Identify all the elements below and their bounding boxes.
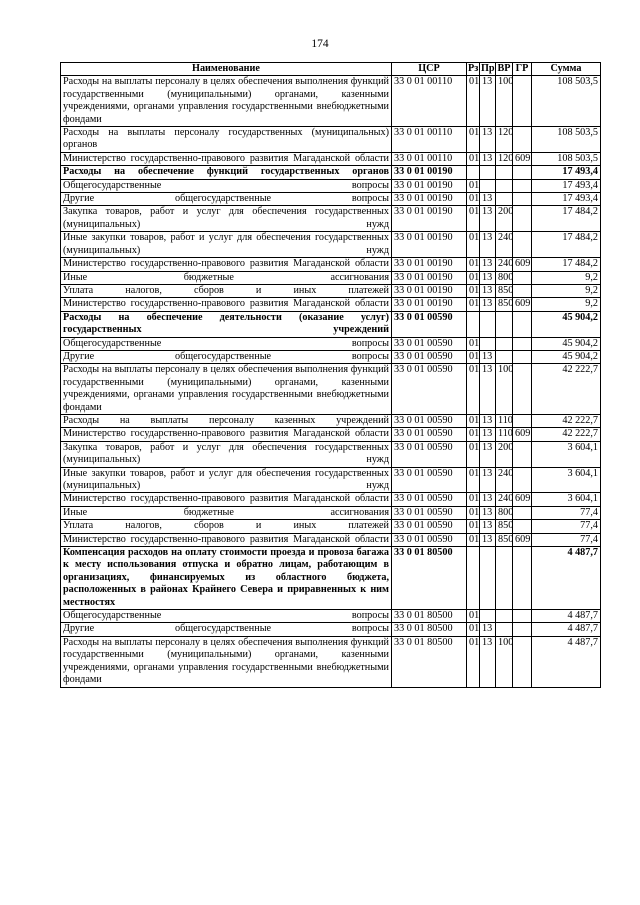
row-name: Общегосударственные вопросы [61, 337, 392, 350]
row-pr [480, 311, 496, 337]
row-name: Общегосударственные вопросы [61, 179, 392, 192]
table-row [61, 610, 601, 623]
table-row [61, 428, 601, 441]
row-sum: 42 222,7 [532, 414, 601, 427]
row-sum: 9,2 [532, 298, 601, 311]
row-gr [513, 547, 532, 610]
table-body [61, 76, 601, 687]
row-csr: 33 0 01 00110 [392, 76, 467, 127]
row-vr [496, 193, 513, 206]
row-rz: 01 [467, 337, 480, 350]
row-sum: 108 503,5 [532, 152, 601, 165]
table-row [61, 232, 601, 258]
table-row [61, 506, 601, 519]
row-rz: 01 [467, 232, 480, 258]
row-gr [513, 76, 532, 127]
table-row [61, 441, 601, 467]
row-gr [513, 623, 532, 636]
table-row [61, 520, 601, 533]
row-sum: 4 487,7 [532, 547, 601, 610]
table-row [61, 166, 601, 179]
row-pr: 13 [480, 350, 496, 363]
row-vr: 200 [496, 206, 513, 232]
row-vr: 120 [496, 152, 513, 165]
row-csr: 33 0 01 00590 [392, 506, 467, 519]
row-pr [480, 166, 496, 179]
row-vr [496, 610, 513, 623]
table-row [61, 284, 601, 297]
row-pr [480, 610, 496, 623]
row-rz: 01 [467, 428, 480, 441]
table-row [61, 179, 601, 192]
row-rz: 01 [467, 350, 480, 363]
table-row [61, 206, 601, 232]
row-gr [513, 350, 532, 363]
row-pr [480, 337, 496, 350]
row-sum: 9,2 [532, 284, 601, 297]
row-pr: 13 [480, 127, 496, 153]
row-csr: 33 0 01 00590 [392, 428, 467, 441]
row-name: Расходы на выплаты персоналу государственных (муниципальных) органов [61, 127, 392, 153]
table-row [61, 414, 601, 427]
row-csr: 33 0 01 00590 [392, 493, 467, 506]
row-pr: 13 [480, 636, 496, 687]
row-gr [513, 441, 532, 467]
row-rz: 01 [467, 467, 480, 493]
row-gr [513, 520, 532, 533]
table-row [61, 76, 601, 127]
row-csr: 33 0 01 00190 [392, 298, 467, 311]
row-csr: 33 0 01 80500 [392, 610, 467, 623]
row-gr [513, 337, 532, 350]
row-csr: 33 0 01 80500 [392, 547, 467, 610]
row-rz: 01 [467, 258, 480, 271]
row-csr: 33 0 01 00190 [392, 258, 467, 271]
row-sum: 17 493,4 [532, 193, 601, 206]
row-pr: 13 [480, 152, 496, 165]
table-row [61, 193, 601, 206]
row-gr: 609 [513, 533, 532, 546]
row-name: Уплата налогов, сборов и иных платежей [61, 520, 392, 533]
row-rz: 01 [467, 364, 480, 415]
row-pr: 13 [480, 467, 496, 493]
row-pr: 13 [480, 533, 496, 546]
row-pr: 13 [480, 520, 496, 533]
row-rz: 01 [467, 493, 480, 506]
row-name: Расходы на выплаты персоналу в целях обеспечения выполнения функций государственными (муниципальными) органами, казенными учреждениями, органами управления государственными внебюджетными фондами [61, 636, 392, 687]
row-rz: 01 [467, 152, 480, 165]
budget-table [60, 62, 601, 688]
row-gr [513, 414, 532, 427]
row-rz: 01 [467, 193, 480, 206]
header-csr: ЦСР [392, 63, 467, 76]
row-gr: 609 [513, 428, 532, 441]
row-csr: 33 0 01 00590 [392, 311, 467, 337]
row-sum: 108 503,5 [532, 76, 601, 127]
row-csr: 33 0 01 80500 [392, 623, 467, 636]
table-row [61, 271, 601, 284]
row-name: Министерство государственно-правового развития Магаданской области [61, 533, 392, 546]
row-rz: 01 [467, 206, 480, 232]
row-sum: 45 904,2 [532, 350, 601, 363]
row-sum: 17 484,2 [532, 258, 601, 271]
row-name: Другие общегосударственные вопросы [61, 623, 392, 636]
row-vr: 100 [496, 76, 513, 127]
table-row [61, 127, 601, 153]
row-name: Расходы на выплаты персоналу в целях обеспечения выполнения функций государственными (муниципальными) органами, казенными учреждениями, органами управления государственными внебюджетными фондами [61, 364, 392, 415]
row-rz: 01 [467, 441, 480, 467]
row-csr: 33 0 01 00190 [392, 166, 467, 179]
row-name: Другие общегосударственные вопросы [61, 193, 392, 206]
row-csr: 33 0 01 00190 [392, 206, 467, 232]
row-pr: 13 [480, 271, 496, 284]
row-rz: 01 [467, 610, 480, 623]
row-vr [496, 547, 513, 610]
row-name: Министерство государственно-правового развития Магаданской области [61, 428, 392, 441]
row-gr [513, 506, 532, 519]
row-gr [513, 127, 532, 153]
row-pr: 13 [480, 232, 496, 258]
row-gr: 609 [513, 493, 532, 506]
table-row [61, 311, 601, 337]
row-vr [496, 350, 513, 363]
row-name: Министерство государственно-правового развития Магаданской области [61, 152, 392, 165]
row-vr: 240 [496, 258, 513, 271]
row-name: Закупка товаров, работ и услуг для обеспечения государственных (муниципальных) нужд [61, 206, 392, 232]
row-sum: 42 222,7 [532, 428, 601, 441]
row-rz: 01 [467, 506, 480, 519]
table-row [61, 152, 601, 165]
row-vr: 240 [496, 232, 513, 258]
row-rz: 01 [467, 520, 480, 533]
row-csr: 33 0 01 00590 [392, 441, 467, 467]
row-csr: 33 0 01 00190 [392, 232, 467, 258]
row-csr: 33 0 01 00110 [392, 127, 467, 153]
row-gr [513, 610, 532, 623]
row-name: Иные закупки товаров, работ и услуг для обеспечения государственных (муниципальных) нужд [61, 232, 392, 258]
row-vr: 110 [496, 414, 513, 427]
row-sum: 42 222,7 [532, 364, 601, 415]
row-rz: 01 [467, 533, 480, 546]
table-row [61, 623, 601, 636]
row-rz: 01 [467, 271, 480, 284]
row-gr [513, 206, 532, 232]
table-row [61, 258, 601, 271]
row-pr: 13 [480, 206, 496, 232]
row-vr [496, 623, 513, 636]
row-pr: 13 [480, 623, 496, 636]
header-rz: Рз [468, 63, 479, 74]
row-sum: 45 904,2 [532, 311, 601, 337]
row-vr [496, 311, 513, 337]
row-vr: 850 [496, 284, 513, 297]
row-vr: 240 [496, 467, 513, 493]
row-csr: 33 0 01 00590 [392, 364, 467, 415]
row-rz: 01 [467, 298, 480, 311]
row-csr: 33 0 01 00590 [392, 533, 467, 546]
row-rz [467, 166, 480, 179]
row-sum: 77,4 [532, 506, 601, 519]
row-vr: 100 [496, 636, 513, 687]
table-row [61, 493, 601, 506]
table-row [61, 467, 601, 493]
row-gr [513, 636, 532, 687]
table-row [61, 364, 601, 415]
row-pr: 13 [480, 441, 496, 467]
row-csr: 33 0 01 80500 [392, 636, 467, 687]
row-gr [513, 284, 532, 297]
row-sum: 17 493,4 [532, 179, 601, 192]
row-sum: 17 484,2 [532, 206, 601, 232]
row-sum: 77,4 [532, 520, 601, 533]
row-name: Другие общегосударственные вопросы [61, 350, 392, 363]
row-sum: 9,2 [532, 271, 601, 284]
row-rz: 01 [467, 623, 480, 636]
row-sum: 77,4 [532, 533, 601, 546]
row-pr: 13 [480, 76, 496, 127]
row-gr [513, 467, 532, 493]
row-name: Иные бюджетные ассигнования [61, 271, 392, 284]
row-name: Закупка товаров, работ и услуг для обеспечения государственных (муниципальных) нужд [61, 441, 392, 467]
row-gr [513, 311, 532, 337]
table-row [61, 533, 601, 546]
row-name: Иные бюджетные ассигнования [61, 506, 392, 519]
row-vr: 110 [496, 428, 513, 441]
header-vr: ВР [497, 63, 511, 74]
row-name: Расходы на выплаты персоналу казенных учреждений [61, 414, 392, 427]
row-name: Министерство государственно-правового развития Магаданской области [61, 298, 392, 311]
row-sum: 3 604,1 [532, 493, 601, 506]
row-pr [480, 547, 496, 610]
row-name: Расходы на выплаты персоналу в целях обеспечения выполнения функций государственными (муниципальными) органами, казенными учреждениями, органами управления государственными внебюджетными фондами [61, 76, 392, 127]
table-header-row [61, 63, 601, 76]
table-row [61, 636, 601, 687]
row-csr: 33 0 01 00190 [392, 179, 467, 192]
row-rz: 01 [467, 127, 480, 153]
row-gr [513, 364, 532, 415]
row-name: Иные закупки товаров, работ и услуг для обеспечения государственных (муниципальных) нужд [61, 467, 392, 493]
row-csr: 33 0 01 00590 [392, 350, 467, 363]
row-vr [496, 179, 513, 192]
row-csr: 33 0 01 00190 [392, 193, 467, 206]
row-name: Общегосударственные вопросы [61, 610, 392, 623]
row-csr: 33 0 01 00590 [392, 414, 467, 427]
row-gr [513, 179, 532, 192]
row-vr [496, 337, 513, 350]
row-vr: 100 [496, 364, 513, 415]
table-row [61, 298, 601, 311]
header-pr: Пр [481, 63, 495, 74]
row-sum: 108 503,5 [532, 127, 601, 153]
row-gr: 609 [513, 152, 532, 165]
row-sum: 45 904,2 [532, 337, 601, 350]
row-vr: 850 [496, 533, 513, 546]
row-vr: 850 [496, 298, 513, 311]
header-sum: Сумма [532, 63, 601, 76]
row-rz: 01 [467, 179, 480, 192]
row-sum: 4 487,7 [532, 623, 601, 636]
row-rz [467, 311, 480, 337]
row-pr: 13 [480, 193, 496, 206]
row-gr [513, 166, 532, 179]
row-pr: 13 [480, 506, 496, 519]
row-gr [513, 193, 532, 206]
row-csr: 33 0 01 00590 [392, 337, 467, 350]
row-vr: 200 [496, 441, 513, 467]
row-name: Министерство государственно-правового развития Магаданской области [61, 258, 392, 271]
header-gr: ГР [513, 63, 532, 76]
row-name: Компенсация расходов на оплату стоимости проезда и провоза багажа к месту использования отпуска и обратно лицам, работающим в организациях, финансируемых из областного бюджета, расположенных в районах Крайнего Севера и приравненных к ним местностях [61, 547, 392, 610]
row-pr: 13 [480, 414, 496, 427]
row-sum: 4 487,7 [532, 636, 601, 687]
row-sum: 17 484,2 [532, 232, 601, 258]
row-rz: 01 [467, 636, 480, 687]
row-sum: 17 493,4 [532, 166, 601, 179]
row-pr: 13 [480, 428, 496, 441]
row-gr: 609 [513, 298, 532, 311]
row-sum: 3 604,1 [532, 441, 601, 467]
row-rz: 01 [467, 284, 480, 297]
row-pr: 13 [480, 284, 496, 297]
table-row [61, 350, 601, 363]
row-rz: 01 [467, 414, 480, 427]
row-csr: 33 0 01 00190 [392, 271, 467, 284]
row-pr: 13 [480, 258, 496, 271]
row-name: Уплата налогов, сборов и иных платежей [61, 284, 392, 297]
row-sum: 4 487,7 [532, 610, 601, 623]
row-gr: 609 [513, 258, 532, 271]
row-pr: 13 [480, 364, 496, 415]
row-csr: 33 0 01 00190 [392, 284, 467, 297]
row-name: Министерство государственно-правового развития Магаданской области [61, 493, 392, 506]
row-sum: 3 604,1 [532, 467, 601, 493]
row-gr [513, 232, 532, 258]
row-pr [480, 179, 496, 192]
row-csr: 33 0 01 00590 [392, 467, 467, 493]
row-vr: 240 [496, 493, 513, 506]
row-vr: 850 [496, 520, 513, 533]
row-csr: 33 0 01 00590 [392, 520, 467, 533]
row-rz: 01 [467, 76, 480, 127]
page-number: 174 [311, 38, 329, 50]
row-csr: 33 0 01 00110 [392, 152, 467, 165]
row-pr: 13 [480, 493, 496, 506]
row-name: Расходы на обеспечение функций государственных органов [61, 166, 392, 179]
row-gr [513, 271, 532, 284]
header-name: Наименование [61, 63, 392, 76]
table-row [61, 337, 601, 350]
row-vr: 800 [496, 271, 513, 284]
row-vr: 800 [496, 506, 513, 519]
table-row [61, 547, 601, 610]
row-rz [467, 547, 480, 610]
row-vr [496, 166, 513, 179]
row-vr: 120 [496, 127, 513, 153]
row-pr: 13 [480, 298, 496, 311]
row-name: Расходы на обеспечение деятельности (оказание услуг) государственных учреждений [61, 311, 392, 337]
